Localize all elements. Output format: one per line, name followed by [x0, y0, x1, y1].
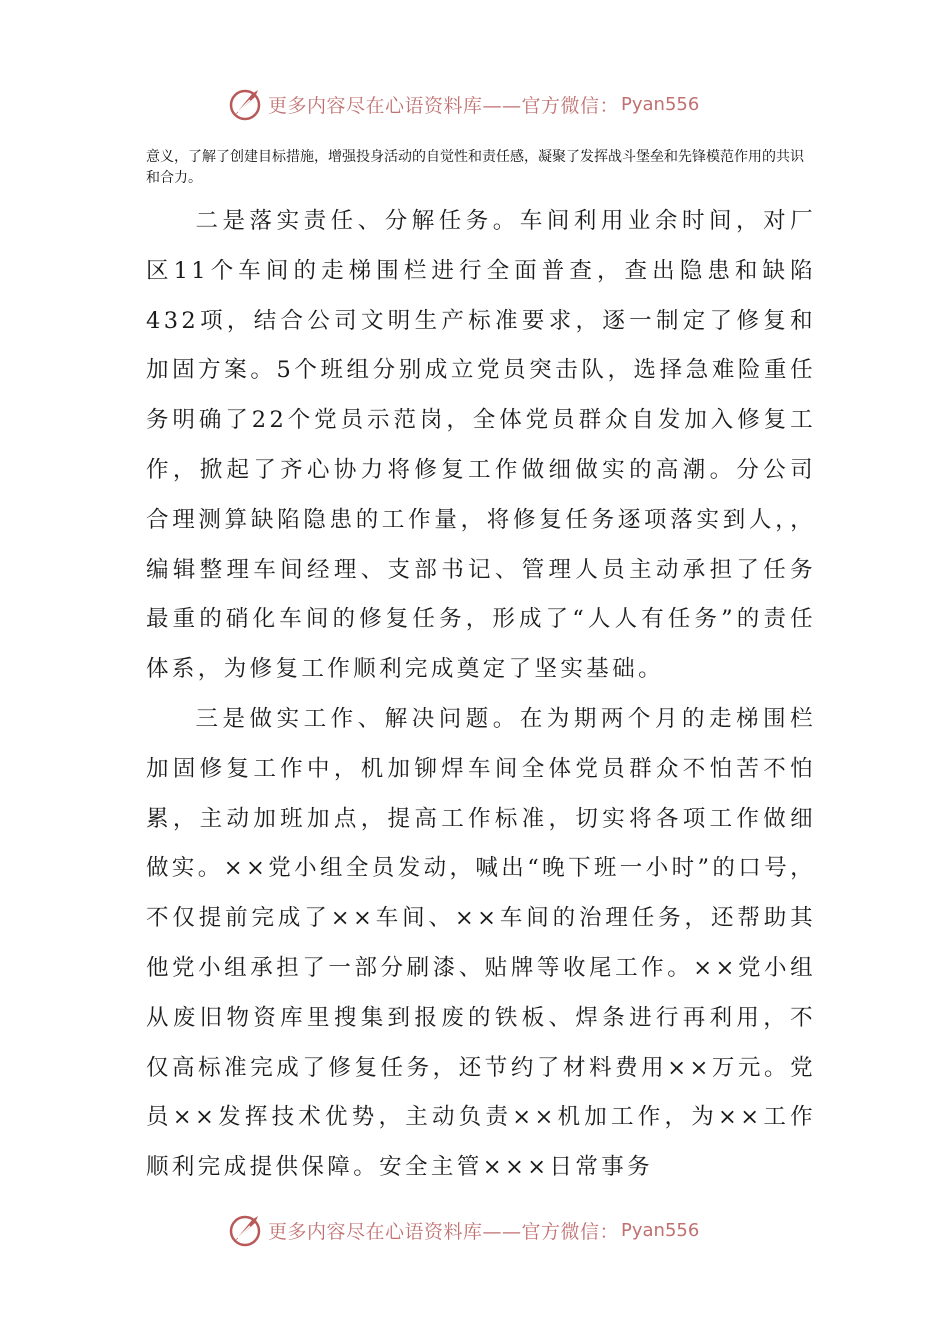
- footer-banner: [228, 1210, 728, 1250]
- banner-text: 更多内容尽在心语资料库——官方微信：: [268, 1220, 620, 1243]
- banner-text: 更多内容尽在心语资料库——官方微信：: [268, 94, 620, 117]
- banner-wechat-id: Pyan556: [621, 1219, 700, 1241]
- quill-logo-icon: [228, 86, 264, 122]
- banner-wechat-id: Pyan556: [621, 93, 700, 115]
- quill-logo-icon: [228, 1212, 264, 1248]
- paragraph-responsibility: 二是落实责任、分解任务。车间利用业余时间，对厂区11个车间的走梯围栏进行全面普查，查出隐患和缺陷432项，结合公司文明生产标准要求，逐一制定了修复和加固方案。5个班组分别成立党员突击队，选择急难险重任务明确了22个党员示范岗，全体党员群众自发加入修复工作，掀起了齐心协力将修复工作做细做实的高潮。分公司合理测算缺陷隐患的工作量，将修复任务逐项落实到人，，编辑整理车间经理、支部书记、管理人员主动承担了任务最重的硝化车间的修复任务，形成了“人人有任务”的责任体系，为修复工作顺利完成奠定了坚实基础。: [146, 208, 816, 683]
- document-body: [146, 197, 816, 1193]
- intro-fragment: 意义，了解了创建目标措施，增强投身活动的自觉性和责任感，凝聚了发挥战斗堡垒和先锋模范作用的共识和合力。: [146, 149, 804, 186]
- header-banner: [228, 84, 728, 124]
- paragraph-practical-work: 三是做实工作、解决问题。在为期两个月的走梯围栏加固修复工作中，机加铆焊车间全体党员群众不怕苦不怕累，主动加班加点，提高工作标准，切实将各项工作做细做实。××党小组全员发动，喊出“晚下班一小时”的口号，不仅提前完成了××车间、××车间的治理任务，还帮助其他党小组承担了一部分刷漆、贴牌等收尾工作。××党小组从废旧物资库里搜集到报废的铁板、焊条进行再利用，不仅高标准完成了修复任务，还节约了材料费用××万元。党员××发挥技术优势，主动负责××机加工作，为××工作顺利完成提供保障。安全主管×××日常事务: [146, 705, 817, 1181]
